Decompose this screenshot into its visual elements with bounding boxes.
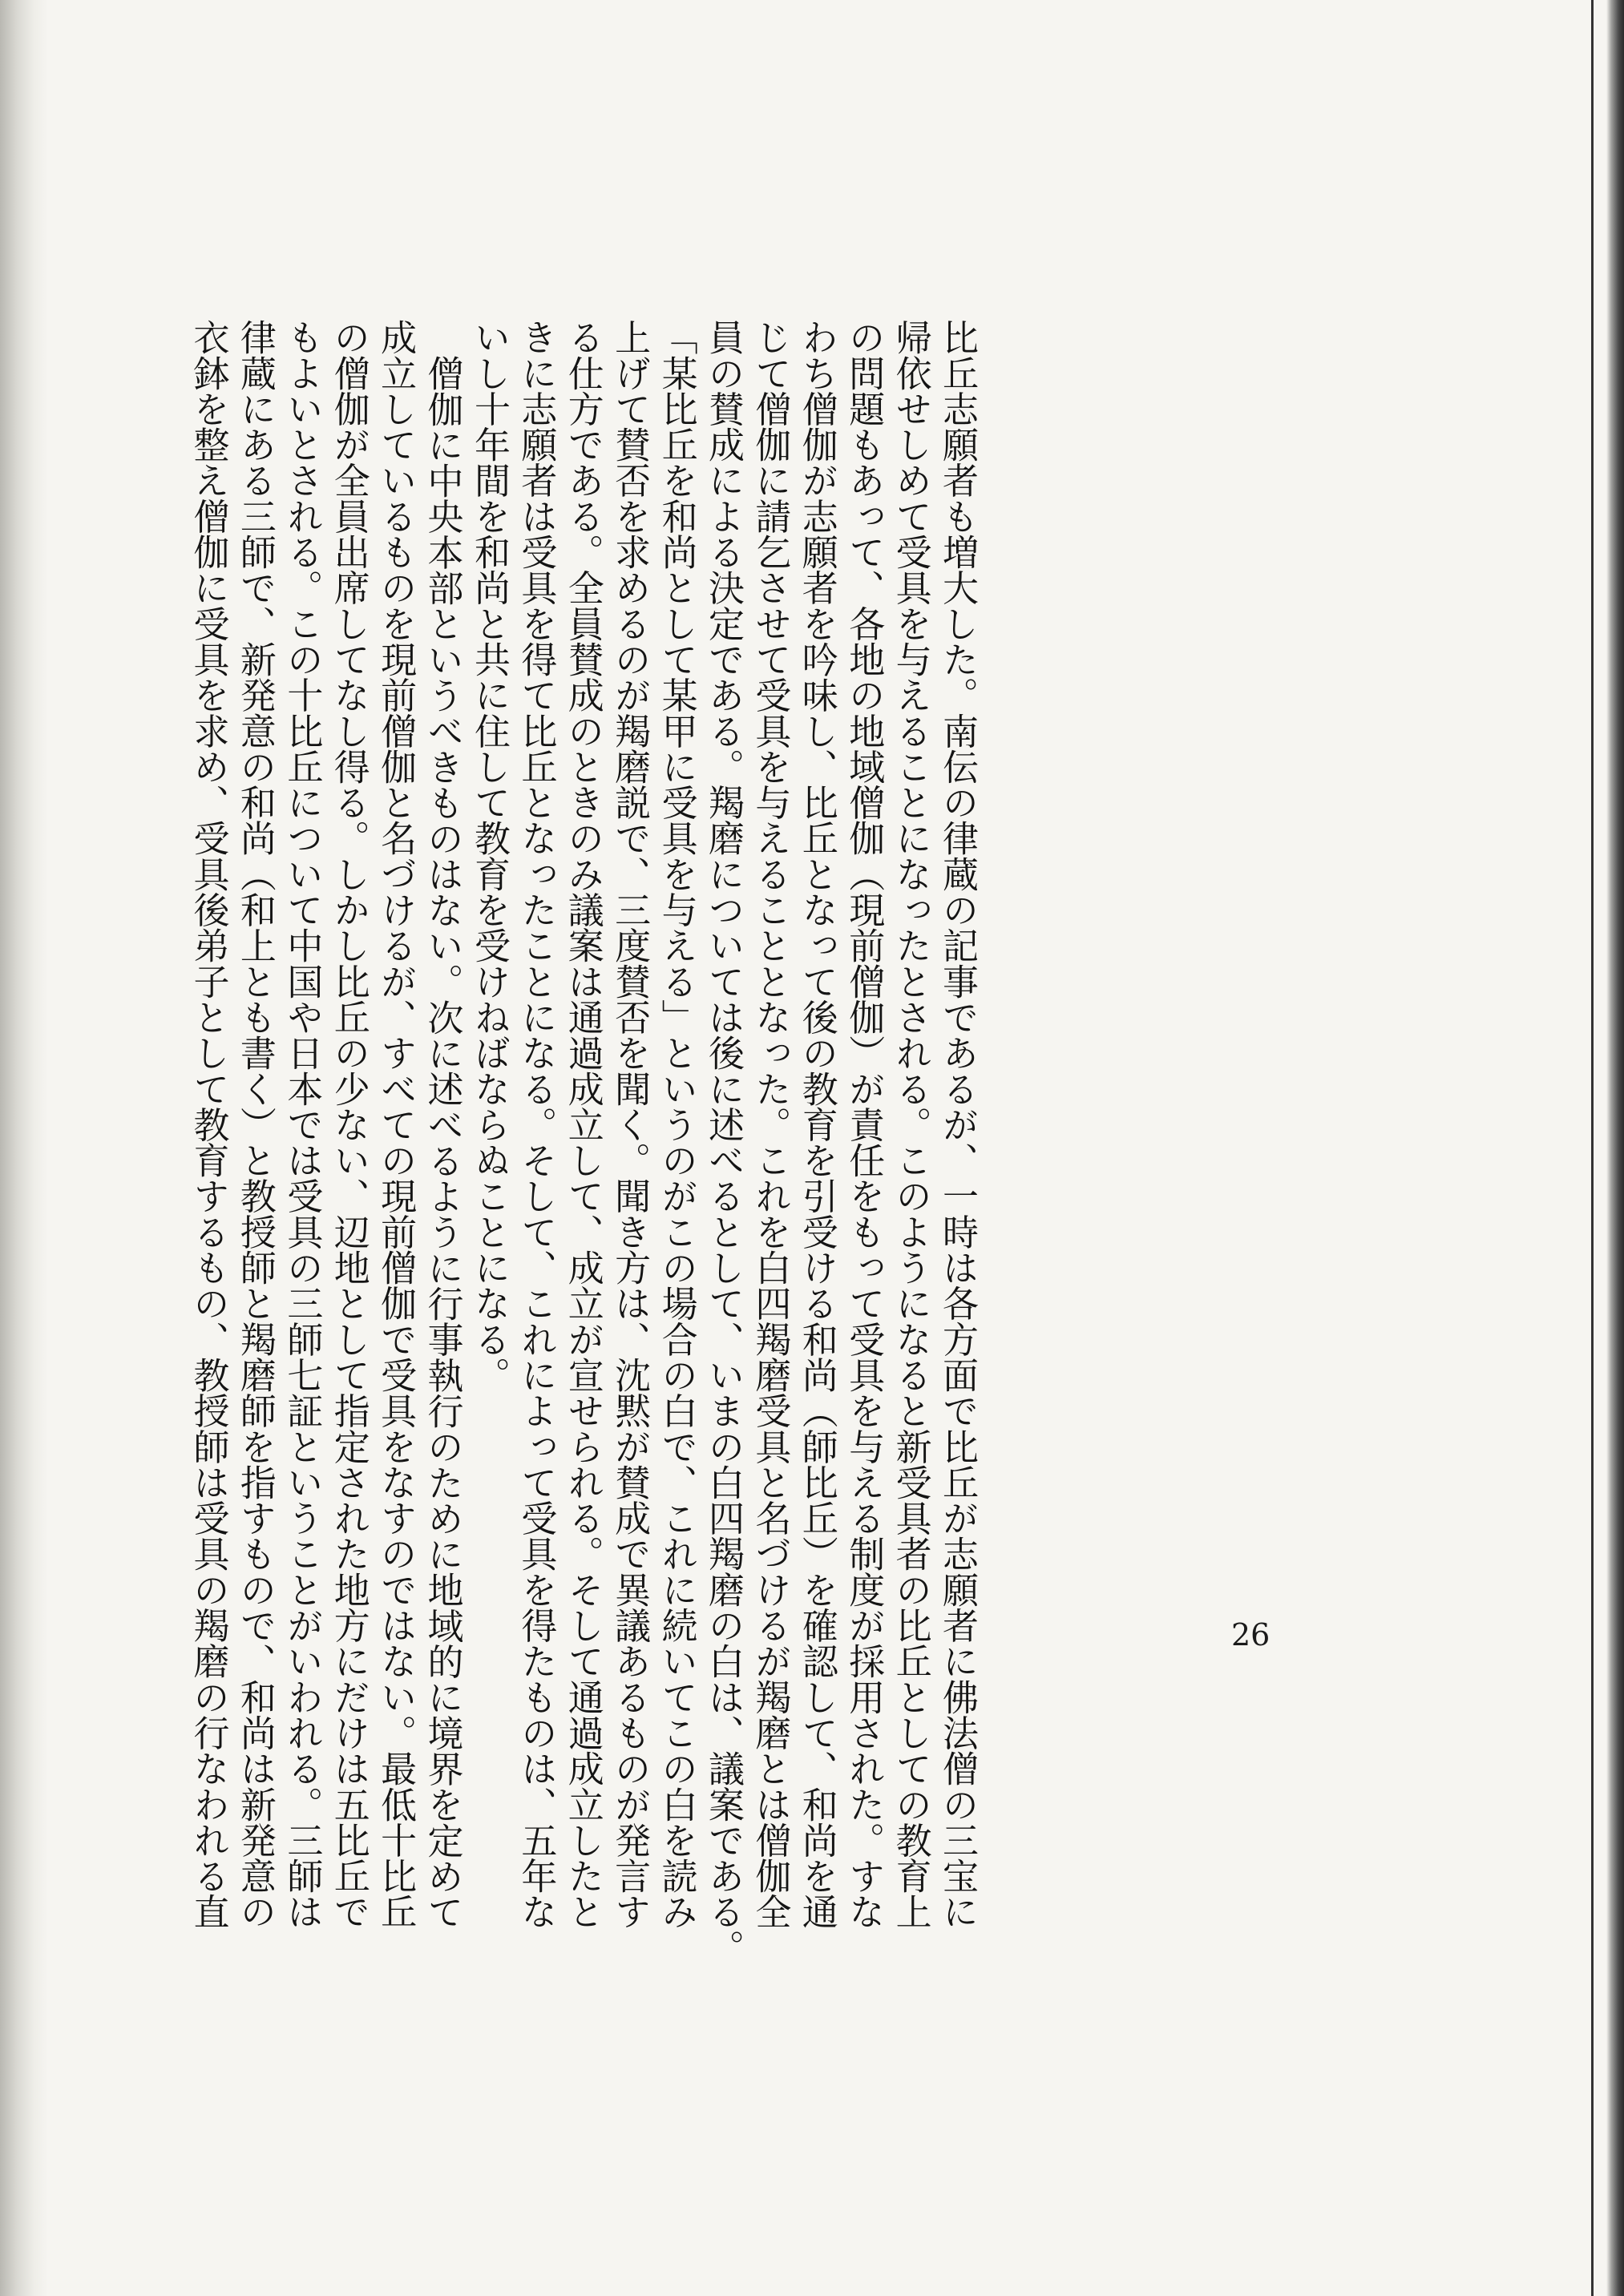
scan-edge-left <box>0 0 48 2296</box>
text-column: いし十年間を和尚と共に住して教育を受けねばならぬことになる。 <box>467 319 511 1393</box>
text-column: きに志願者は受具を得て比丘となったことになる。そして、これによって受具を得たものは、五年な <box>515 319 558 1930</box>
text-column: 衣鉢を整え僧伽に受具を求め、受具後弟子として教育するもの、教授師は受具の羯磨の行なわれる直 <box>187 319 230 1930</box>
text-column: の僧伽が全員出席してなし得る。しかし比丘の少ない、辺地として指定された地方にだけは五比丘で <box>327 319 370 1930</box>
text-column: 律蔵にある三師で、新発意の和尚（和上とも書く）と教授師と羯磨師を指すもので、和尚は新発意の <box>233 319 277 1930</box>
text-column: わち僧伽が志願者を吟味し、比丘となって後の教育を引受ける和尚（師比丘）を確認して、和尚を通 <box>795 319 838 1930</box>
vertical-body-text <box>184 319 980 1965</box>
text-column: 僧伽に中央本部というべきものはない。次に述べるように行事執行のために地域的に境界を定めて <box>421 355 464 1930</box>
text-column: 帰依せしめて受具を与えることになったとされる。このようになると新受具者の比丘としての教育上 <box>889 319 932 1930</box>
text-column: 「某比丘を和尚として某甲に受具を与える」というのがこの場合の白で、これに続いてこの白を読み <box>655 319 698 1930</box>
text-column: 成立しているものを現前僧伽と名づけるが、すべての現前僧伽で受具をなすのではない。最低十比丘 <box>374 319 418 1930</box>
text-column: る仕方である。全員賛成のときのみ議案は通過成立して、成立が宣せられる。そして通過成立したと <box>561 319 604 1930</box>
text-column: 比丘志願者も増大した。南伝の律蔵の記事であるが、一時は各方面で比丘が志願者に佛法僧の三宝に <box>936 319 979 1930</box>
scan-edge-right <box>1606 0 1624 2296</box>
text-column: じて僧伽に請乞させて受具を与えることとなった。これを白四羯磨受具と名づけるが羯磨とは僧伽全 <box>749 319 792 1930</box>
scan-edge-line <box>1591 0 1594 2296</box>
text-column: の問題もあって、各地の地域僧伽（現前僧伽）が責任をもって受具を与える制度が採用された。すな <box>842 319 886 1930</box>
text-column: もよいとされる。この十比丘について中国や日本では受具の三師七証ということがいわれる。三師は <box>281 319 324 1930</box>
text-column: 員の賛成による決定である。羯磨については後に述べるとして、いまの白四羯磨の白は、議案である。 <box>701 319 745 1965</box>
text-column: 上げて賛否を求めるのが羯磨説で、三度賛否を聞く。聞き方は、沈黙が賛成で異議あるものが発言す <box>608 319 652 1930</box>
page-number: 26 <box>1231 1617 1271 1652</box>
